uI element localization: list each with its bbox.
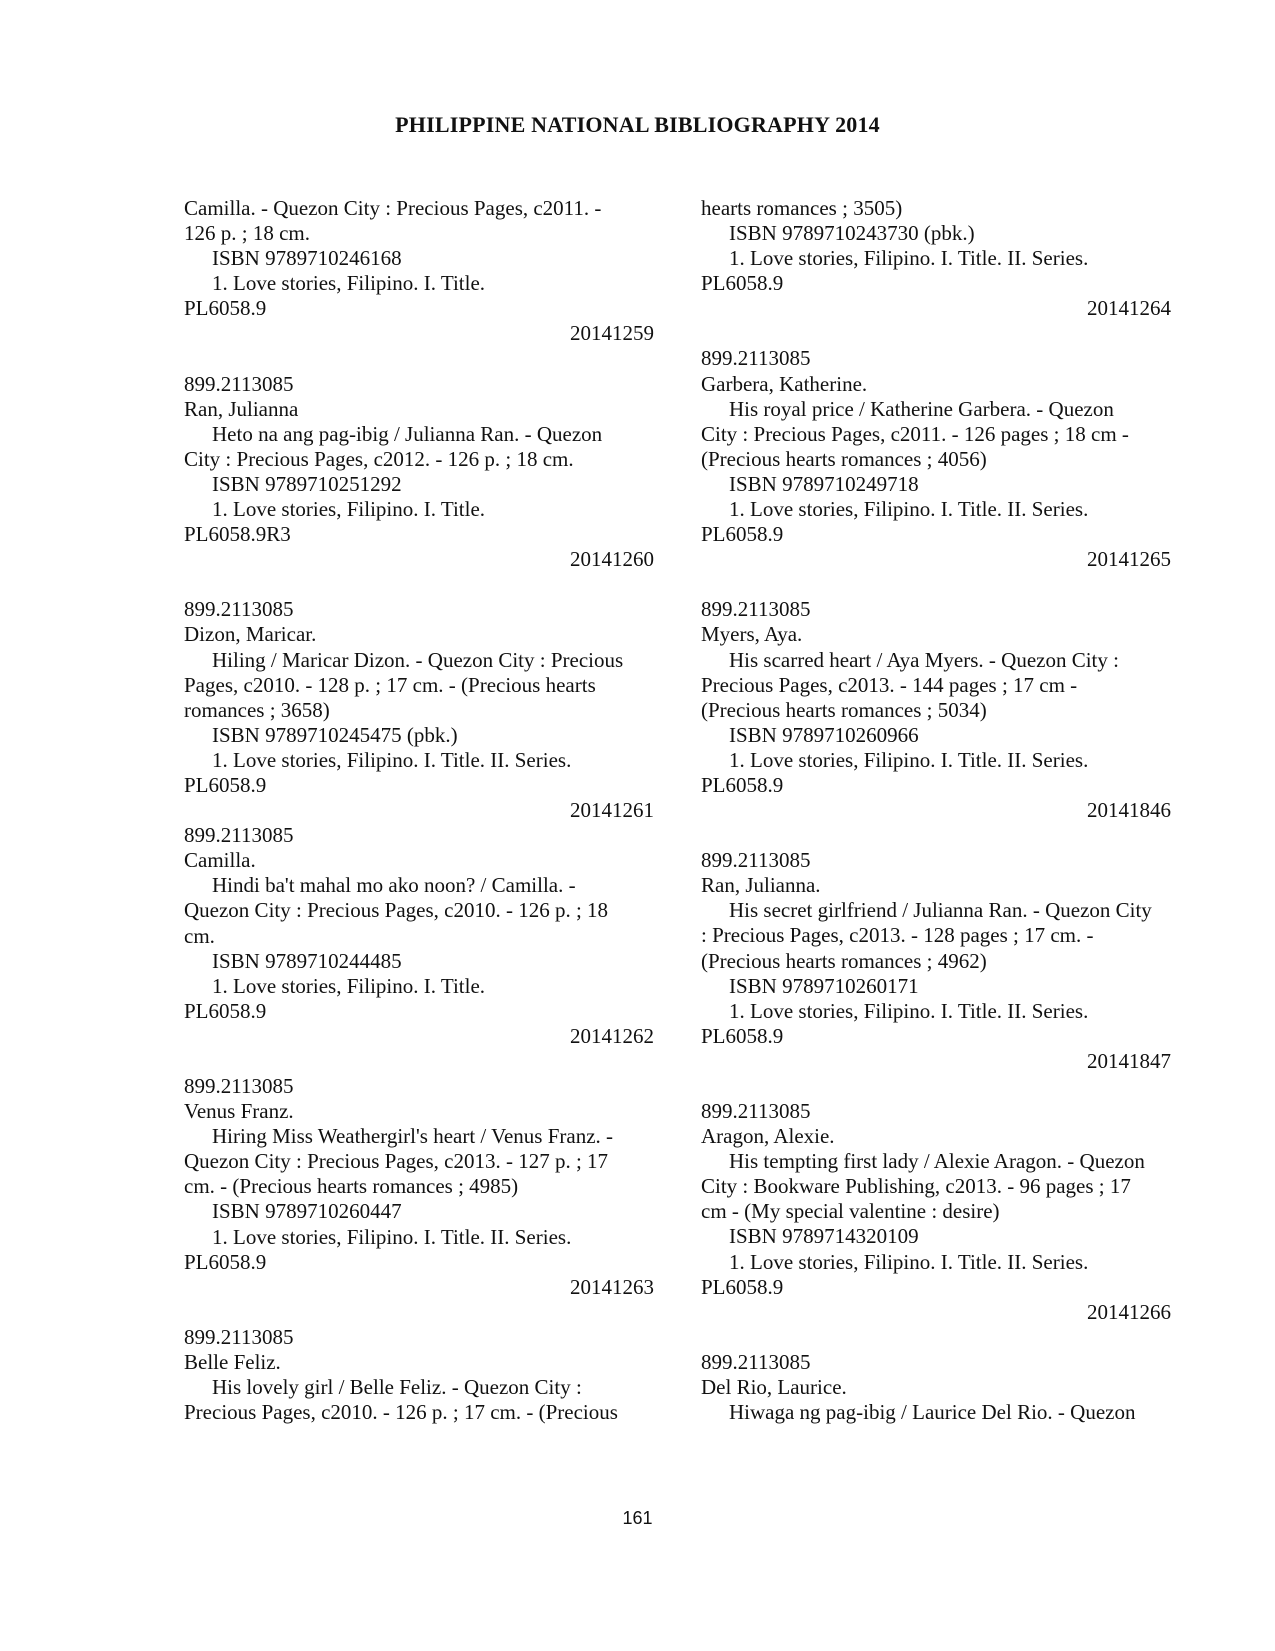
record-number: 20141264 — [1087, 296, 1171, 321]
classification-number: 899.2113085 — [701, 346, 811, 371]
entry-line: 126 p. ; 18 cm. — [184, 221, 310, 246]
entry-line: cm. - (Precious hearts romances ; 4985) — [184, 1174, 519, 1199]
entry-line: romances ; 3658) — [184, 697, 330, 722]
record-number: 20141260 — [570, 547, 654, 572]
classification-number: 899.2113085 — [701, 1349, 811, 1374]
classification-number: 899.2113085 — [184, 1074, 294, 1098]
call-number: PL6058.9 — [701, 1274, 784, 1299]
call-number: PL6058.9 — [701, 522, 784, 547]
title-line: Hiring Miss Weathergirl's heart / Venus Franz. - — [212, 1124, 614, 1149]
title-line: Hindi ba't mahal mo ako noon? / Camilla. - — [212, 873, 576, 898]
subject-line: 1. Love stories, Filipino. I. Title. — [212, 497, 486, 522]
title-line: His scarred heart / Aya Myers. - Quezon City : — [729, 647, 1119, 672]
call-number: PL6058.9R3 — [184, 522, 291, 547]
title-line: Heto na ang pag-ibig / Julianna Ran. - Quezon — [212, 421, 603, 446]
subject-line: 1. Love stories, Filipino. I. Title. — [212, 973, 486, 998]
call-number: PL6058.9 — [701, 271, 784, 296]
title-line: His tempting first lady / Alexie Aragon. - Quezon — [729, 1149, 1145, 1174]
entry-line: Camilla. - Quezon City : Precious Pages, c2011. - — [184, 196, 602, 220]
author-line: Aragon, Alexie. — [701, 1124, 835, 1149]
call-number: PL6058.9 — [184, 998, 267, 1023]
subject-line: 1. Love stories, Filipino. I. Title. II. Series. — [729, 246, 1089, 271]
entry-line: (Precious hearts romances ; 4056) — [701, 446, 987, 471]
author-line: Del Rio, Laurice. — [701, 1374, 847, 1399]
record-number: 20141261 — [570, 798, 654, 823]
record-number: 20141846 — [1087, 798, 1171, 823]
entry-line: City : Precious Pages, c2012. - 126 p. ; 18 cm. — [184, 446, 574, 471]
classification-number: 899.2113085 — [701, 1099, 811, 1123]
subject-line: 1. Love stories, Filipino. I. Title. II. Series. — [729, 747, 1089, 772]
isbn-line: ISBN 9789710243730 (pbk.) — [729, 221, 975, 246]
entry-line: cm. — [184, 923, 215, 948]
record-number: 20141262 — [570, 1023, 654, 1048]
record-number: 20141265 — [1087, 547, 1171, 572]
subject-line: 1. Love stories, Filipino. I. Title. II. Series. — [729, 998, 1089, 1023]
subject-line: 1. Love stories, Filipino. I. Title. II. Series. — [729, 497, 1089, 522]
author-line: Belle Feliz. — [184, 1349, 281, 1374]
page-title: PHILIPPINE NATIONAL BIBLIOGRAPHY 2014 — [395, 112, 880, 137]
isbn-line: ISBN 9789710260447 — [212, 1199, 402, 1224]
entry-line: cm - (My special valentine : desire) — [701, 1199, 1000, 1224]
isbn-line: ISBN 9789714320109 — [729, 1224, 919, 1249]
title-line: His royal price / Katherine Garbera. - Quezon — [729, 396, 1114, 421]
subject-line: 1. Love stories, Filipino. I. Title. — [212, 271, 486, 296]
page-number: 161 — [622, 1508, 653, 1528]
author-line: Ran, Julianna — [184, 396, 299, 421]
entry-line: City : Precious Pages, c2011. - 126 pages ; 18 cm - — [701, 421, 1129, 446]
classification-number: 899.2113085 — [184, 1324, 294, 1349]
record-number: 20141847 — [1087, 1048, 1171, 1073]
entry-line: (Precious hearts romances ; 4962) — [701, 948, 987, 973]
title-line: His lovely girl / Belle Feliz. - Quezon City : — [212, 1375, 582, 1400]
entry-line: : Precious Pages, c2013. - 128 pages ; 17 cm. - — [701, 923, 1094, 948]
classification-number: 899.2113085 — [184, 597, 294, 622]
entry-line: Quezon City : Precious Pages, c2010. - 126 p. ; 18 — [184, 898, 609, 923]
entry-line: Precious Pages, c2013. - 144 pages ; 17 cm - — [701, 672, 1078, 697]
call-number: PL6058.9 — [184, 296, 267, 321]
subject-line: 1. Love stories, Filipino. I. Title. II. Series. — [729, 1249, 1089, 1274]
entry-line: City : Bookware Publishing, c2013. - 96 pages ; 17 — [701, 1174, 1131, 1199]
isbn-line: ISBN 9789710244485 — [212, 948, 402, 973]
call-number: PL6058.9 — [184, 772, 267, 797]
isbn-line: ISBN 9789710260171 — [729, 973, 919, 998]
author-line: Ran, Julianna. — [701, 873, 821, 898]
classification-number: 899.2113085 — [184, 371, 294, 396]
record-number: 20141263 — [570, 1274, 654, 1299]
entry-line: hearts romances ; 3505) — [701, 196, 903, 220]
classification-number: 899.2113085 — [701, 848, 811, 873]
entry-line: Quezon City : Precious Pages, c2013. - 127 p. ; 17 — [184, 1149, 609, 1174]
left-column — [184, 196, 654, 1425]
isbn-line: ISBN 9789710260966 — [729, 722, 919, 747]
title-line: His secret girlfriend / Julianna Ran. - Quezon City — [729, 898, 1152, 923]
subject-line: 1. Love stories, Filipino. I. Title. II. Series. — [212, 1224, 572, 1249]
isbn-line: ISBN 9789710245475 (pbk.) — [212, 722, 458, 747]
entry-line: Precious Pages, c2010. - 126 p. ; 17 cm. - (Precious — [184, 1400, 618, 1425]
author-line: Garbera, Katherine. — [701, 371, 868, 396]
author-line: Venus Franz. — [184, 1099, 294, 1124]
record-number: 20141259 — [570, 321, 654, 346]
author-line: Myers, Aya. — [701, 622, 803, 647]
call-number: PL6058.9 — [701, 772, 784, 797]
title-line: Hiling / Maricar Dizon. - Quezon City : Precious — [212, 647, 624, 672]
author-line: Dizon, Maricar. — [184, 622, 317, 647]
call-number: PL6058.9 — [701, 1023, 784, 1048]
author-line: Camilla. — [184, 848, 256, 873]
isbn-line: ISBN 9789710249718 — [729, 471, 919, 496]
classification-number: 899.2113085 — [701, 597, 811, 622]
right-column — [701, 196, 1171, 1425]
call-number: PL6058.9 — [184, 1249, 267, 1274]
subject-line: 1. Love stories, Filipino. I. Title. II. Series. — [212, 747, 572, 772]
isbn-line: ISBN 9789710251292 — [212, 471, 402, 496]
classification-number: 899.2113085 — [184, 823, 294, 848]
title-line: Hiwaga ng pag-ibig / Laurice Del Rio. - Quezon — [729, 1400, 1136, 1425]
entry-line: Pages, c2010. - 128 p. ; 17 cm. - (Precious hearts — [184, 672, 596, 697]
entry-line: (Precious hearts romances ; 5034) — [701, 697, 987, 722]
isbn-line: ISBN 9789710246168 — [212, 246, 402, 271]
record-number: 20141266 — [1087, 1299, 1171, 1324]
